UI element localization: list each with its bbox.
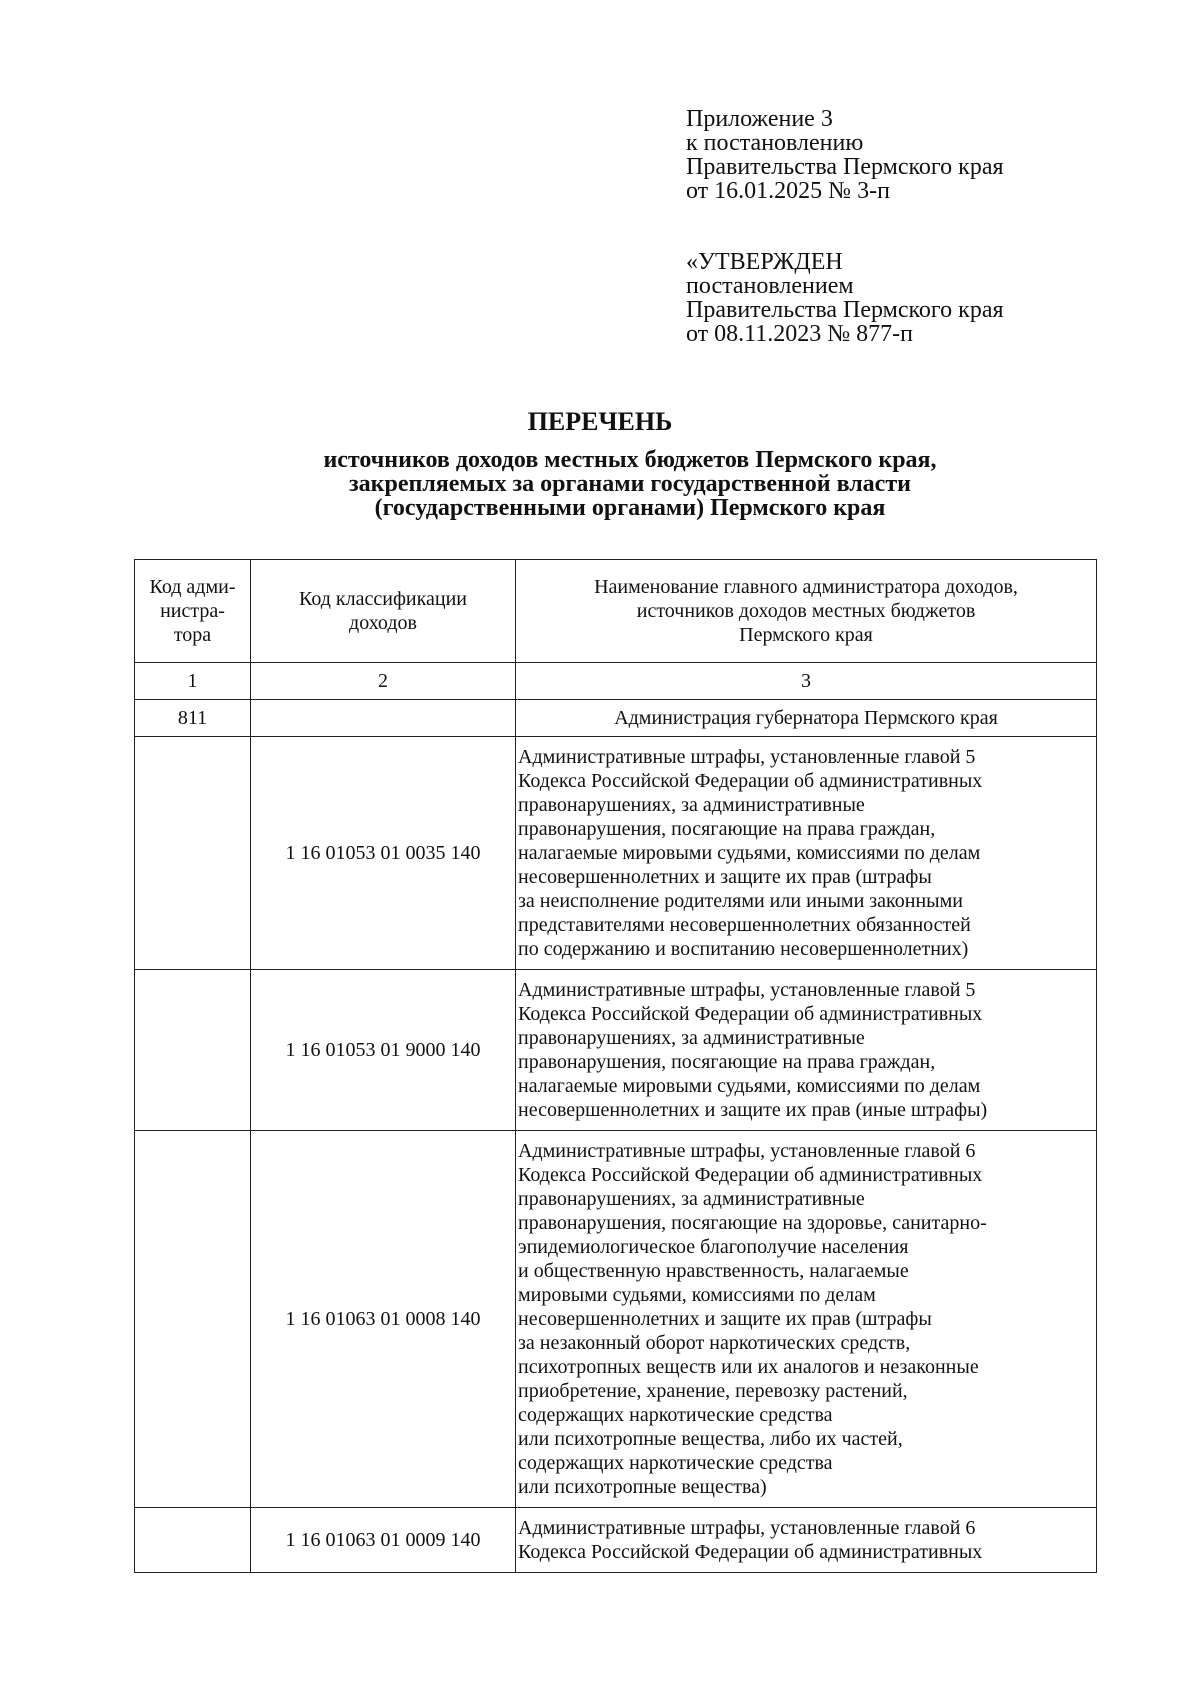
- column-number: 3: [516, 663, 1097, 700]
- subtitle-line: (государственными органами) Пермского края: [374, 495, 886, 521]
- revenue-description: Административные штрафы, установленные главой 6 Кодекса Российской Федерации об административных правонарушениях, за административные правонарушения, посягающие на здоровье, санитарно- эпидемиологическое благополучие населения и общественную нравственность, налагаемые мировыми судьями, комиссиями по делам несовершеннолетних и защите их прав (штрафы за незаконный оборот наркотических средств, психотропных веществ или их аналогов и незаконные приобретение, хранение, перевозку растений, содержащих наркотические средства или психотропные вещества, либо их частей, содержащих наркотические средства или психотропные вещества): [516, 1131, 1097, 1508]
- empty-cell: [135, 970, 251, 1131]
- empty-cell: [135, 1131, 251, 1508]
- header-classification-code: Код классификации доходов: [251, 560, 516, 663]
- appendix-line: Приложение 3: [686, 106, 833, 132]
- header-administrator-name: Наименование главного администратора доходов, источников доходов местных бюджетов Пермского края: [516, 560, 1097, 663]
- document-title: ПЕРЕЧЕНЬ: [527, 407, 673, 436]
- empty-cell: [135, 1508, 251, 1573]
- appendix-line: к постановлению: [686, 130, 864, 156]
- table-row: [135, 737, 1097, 970]
- column-number: 2: [251, 663, 516, 700]
- appendix-line: от 16.01.2025 № 3-п: [686, 178, 890, 204]
- revenue-description: Административные штрафы, установленные главой 5 Кодекса Российской Федерации об административных правонарушениях, за административные правонарушения, посягающие на права граждан, налагаемые мировыми судьями, комиссиями по делам несовершеннолетних и защите их прав (штрафы за неисполнение родителями или иными законными представителями несовершеннолетних обязанностей по содержанию и воспитанию несовершеннолетних): [516, 737, 1097, 970]
- subtitle-line: закрепляемых за органами государственной власти: [349, 471, 911, 497]
- revenue-sources-table: [134, 559, 1097, 1573]
- revenue-description: Административные штрафы, установленные главой 6 Кодекса Российской Федерации об административных: [516, 1508, 1097, 1573]
- administrator-row: [135, 700, 1097, 737]
- empty-cell: [135, 737, 251, 970]
- administrator-name: Администрация губернатора Пермского края: [516, 700, 1097, 737]
- empty-cell: [251, 700, 516, 737]
- approved-header: [686, 250, 1004, 346]
- header-admin-code: Код адми- нистра- тора: [135, 560, 251, 663]
- approved-line: Правительства Пермского края: [686, 297, 1004, 323]
- classification-code: 1 16 01053 01 9000 140: [251, 970, 516, 1131]
- table-row: [135, 1131, 1097, 1508]
- classification-code: 1 16 01053 01 0035 140: [251, 737, 516, 970]
- column-number-row: [135, 663, 1097, 700]
- approved-line: от 08.11.2023 № 877-п: [686, 321, 914, 347]
- approved-line: постановлением: [686, 273, 854, 299]
- table-row: [135, 970, 1097, 1131]
- document-subtitle: [0, 448, 1200, 520]
- appendix-line: Правительства Пермского края: [686, 154, 1004, 180]
- subtitle-line: источников доходов местных бюджетов Пермского края,: [323, 447, 937, 473]
- classification-code: 1 16 01063 01 0009 140: [251, 1508, 516, 1573]
- revenue-description: Административные штрафы, установленные главой 5 Кодекса Российской Федерации об административных правонарушениях, за административные правонарушения, посягающие на права граждан, налагаемые мировыми судьями, комиссиями по делам несовершеннолетних и защите их прав (иные штрафы): [516, 970, 1097, 1131]
- column-number: 1: [135, 663, 251, 700]
- appendix-header: [686, 107, 1004, 203]
- table-row: [135, 1508, 1097, 1573]
- classification-code: 1 16 01063 01 0008 140: [251, 1131, 516, 1508]
- table-header-row: [135, 560, 1097, 663]
- administrator-code: 811: [135, 700, 251, 737]
- approved-line: «УТВЕРЖДЕН: [686, 249, 843, 275]
